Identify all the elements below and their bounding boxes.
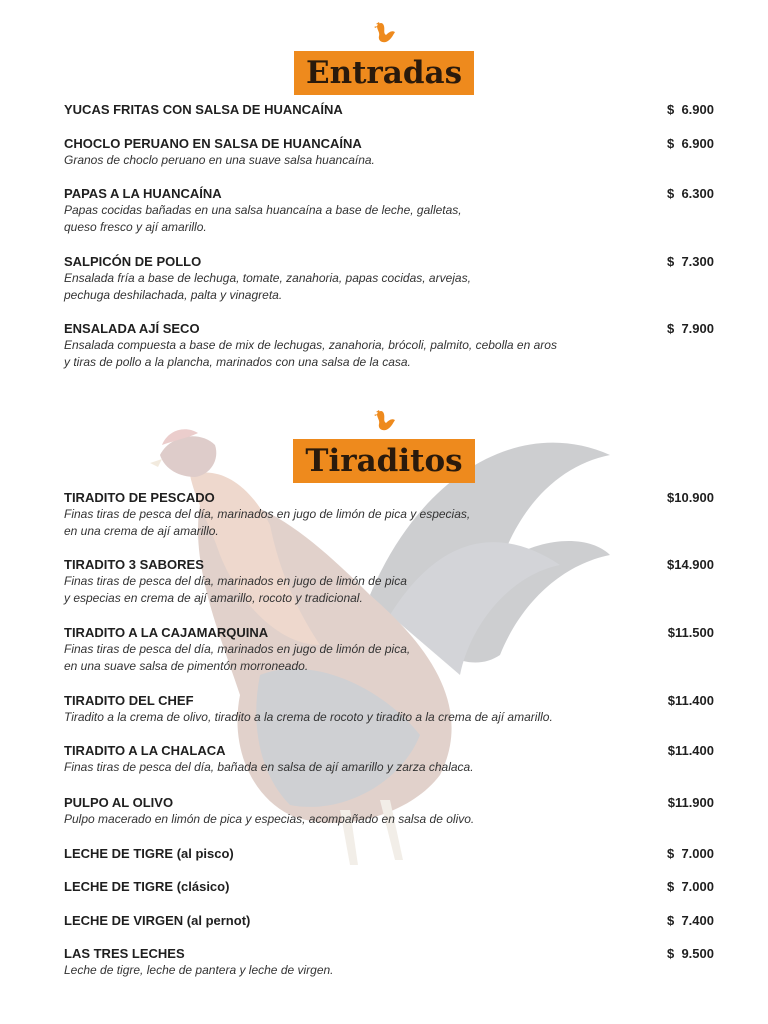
item-name-text: PAPAS A LA HUANCAÍNA <box>64 186 222 201</box>
item-price: $11.400 <box>667 743 714 758</box>
item-price: $11.900 <box>667 795 714 810</box>
item-name-text: CHOCLO PERUANO EN SALSA DE HUANCAÍNA <box>64 136 362 151</box>
item-name <box>64 253 714 270</box>
item-name <box>64 742 714 759</box>
menu-item <box>64 794 714 828</box>
item-name-suffix: (al pisco) <box>173 846 234 861</box>
item-name <box>64 692 714 709</box>
menu-item <box>64 692 714 726</box>
menu-item <box>64 556 714 607</box>
menu-item <box>64 101 714 118</box>
item-name-text: LAS TRES LECHES <box>64 946 185 961</box>
item-name-suffix: (clásico) <box>173 879 230 894</box>
item-name-text: PULPO AL OLIVO <box>64 795 174 810</box>
item-description: Papas cocidas bañadas en una salsa huancaína a base de leche, galletas, queso fresco y ají amarillo. <box>64 203 462 234</box>
rooster-icon <box>371 408 397 434</box>
item-name <box>64 101 714 118</box>
menu-item <box>64 185 714 236</box>
item-price: $11.400 <box>667 693 714 708</box>
item-name <box>64 794 714 811</box>
item-price: $ 6.300 <box>667 186 714 201</box>
item-price: $14.900 <box>667 557 714 572</box>
item-name-text: LECHE DE TIGRE <box>64 846 174 861</box>
section-header-entradas <box>0 20 768 95</box>
item-name-suffix: (al pernot) <box>183 913 251 928</box>
item-description: Finas tiras de pesca del día, bañada en salsa de ají amarillo y zarza chalaca. <box>64 760 474 774</box>
item-name <box>64 912 714 929</box>
item-name <box>64 945 714 962</box>
item-description: Ensalada compuesta a base de mix de lechugas, zanahoria, brócoli, palmito, cebolla en aros y tiras de pollo a la plancha, marinados con una salsa de la casa. <box>64 338 557 369</box>
item-description: Tiradito a la crema de olivo, tiradito a la crema de rocoto y tiradito a la crema de ají amarillo. <box>64 710 553 724</box>
item-price: $ 7.300 <box>667 254 714 269</box>
item-name <box>64 185 714 202</box>
menu-item <box>64 912 714 929</box>
rooster-icon <box>371 20 397 46</box>
item-name-text: TIRADITO DE PESCADO <box>64 490 215 505</box>
item-description: Pulpo macerado en limón de pica y especias, acompañado en salsa de olivo. <box>64 812 475 826</box>
item-price: $ 6.900 <box>667 136 714 151</box>
item-name-text: TIRADITO 3 SABORES <box>64 557 204 572</box>
item-description: Finas tiras de pesca del día, marinados en jugo de limón de pica y especias, en una crema de ají amarillo. <box>64 507 471 538</box>
menu-item <box>64 878 714 895</box>
item-price: $ 7.400 <box>667 913 714 928</box>
item-price: $ 6.900 <box>667 102 714 117</box>
menu-item <box>64 845 714 862</box>
item-description: Finas tiras de pesca del día, marinados en jugo de limón de pica, en una suave salsa de pimentón morroneado. <box>64 642 411 673</box>
item-name <box>64 845 714 862</box>
menu-item <box>64 253 714 304</box>
menu-item <box>64 489 714 540</box>
menu-item <box>64 135 714 169</box>
item-name-text: ENSALADA AJÍ SECO <box>64 321 200 336</box>
item-price: $ 7.000 <box>667 846 714 861</box>
item-price: $ 7.000 <box>667 879 714 894</box>
item-name-text: LECHE DE TIGRE <box>64 879 174 894</box>
item-name-text: LECHE DE VIRGEN <box>64 913 184 928</box>
item-description: Leche de tigre, leche de pantera y leche de virgen. <box>64 963 334 977</box>
item-description: Finas tiras de pesca del día, marinados en jugo de limón de pica y especias en crema de ají amarillo, rocoto y tradicional. <box>64 574 407 605</box>
item-name <box>64 320 714 337</box>
menu-item <box>64 742 714 776</box>
item-price: $11.500 <box>667 625 714 640</box>
item-name-text: TIRADITO A LA CHALACA <box>64 743 226 758</box>
item-name-text: TIRADITO A LA CAJAMARQUINA <box>64 625 269 640</box>
item-name <box>64 878 714 895</box>
section-title: Entradas <box>294 51 474 95</box>
item-name <box>64 135 714 152</box>
item-name-text: YUCAS FRITAS CON SALSA DE HUANCAÍNA <box>64 102 343 117</box>
item-name <box>64 624 714 641</box>
item-name-text: TIRADITO DEL CHEF <box>64 693 194 708</box>
item-description: Ensalada fría a base de lechuga, tomate, zanahoria, papas cocidas, arvejas, pechuga deshilachada, palta y vinagreta. <box>64 271 471 302</box>
menu-item <box>64 945 714 979</box>
menu-item <box>64 624 714 675</box>
item-name <box>64 489 714 506</box>
section-title: Tiraditos <box>293 439 474 483</box>
menu-item <box>64 320 714 371</box>
item-description: Granos de choclo peruano en una suave salsa huancaína. <box>64 153 375 167</box>
item-name-text: SALPICÓN DE POLLO <box>64 254 202 269</box>
section-header-tiraditos <box>0 408 768 483</box>
item-name <box>64 556 714 573</box>
item-price: $ 9.500 <box>667 946 714 961</box>
item-price: $10.900 <box>667 490 714 505</box>
item-price: $ 7.900 <box>667 321 714 336</box>
